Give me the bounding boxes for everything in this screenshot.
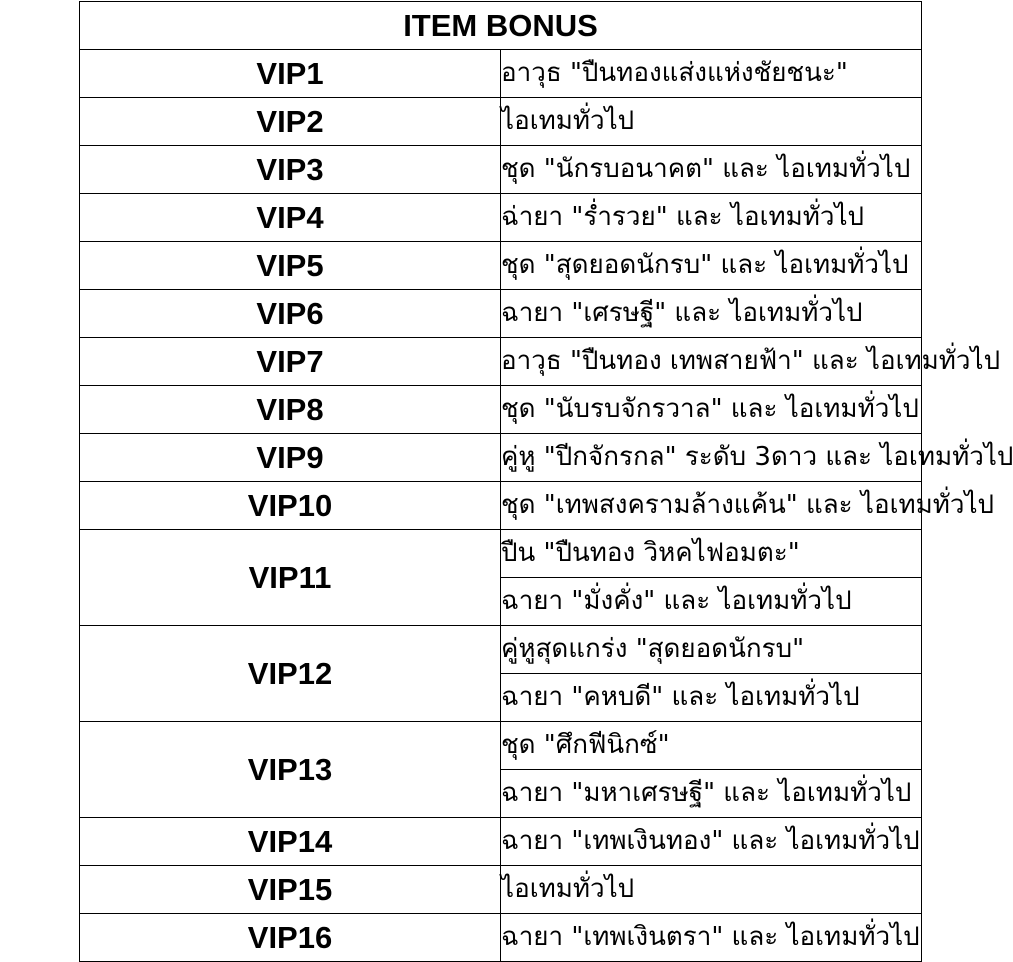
table-body [80, 50, 1013, 962]
bonus-item-cell: คู่หูสุดแกร่ง "สุดยอดนักรบ" [501, 626, 922, 674]
bonus-item-cell: ฉายา "เทพเงินตรา" และ ไอเทมทั่วไป [501, 914, 922, 962]
bonus-item-cell: ฉายา "เศรษฐี" และ ไอเทมทั่วไป [501, 290, 922, 338]
vip-level-cell: VIP1 [80, 50, 501, 98]
table-row [80, 98, 922, 146]
table-row [80, 386, 922, 434]
vip-level-cell: VIP9 [80, 434, 501, 482]
bonus-item-cell: ชุด "เทพสงครามล้างแค้น" และ ไอเทมทั่วไป [501, 482, 922, 530]
vip-level-cell: VIP5 [80, 242, 501, 290]
bonus-item-cell: ฉายา "มั่งคั่ง" และ ไอเทมทั่วไป [501, 578, 922, 626]
table-title: ITEM BONUS [80, 2, 922, 50]
bonus-item-cell: ชุด "สุดยอดนักรบ" และ ไอเทมทั่วไป [501, 242, 922, 290]
table-row [80, 434, 922, 482]
bonus-item-cell: ฉายา "มหาเศรษฐี" และ ไอเทมทั่วไป [501, 770, 922, 818]
vip-level-cell: VIP11 [80, 530, 501, 626]
table-row [80, 530, 922, 578]
vip-level-cell: VIP15 [80, 866, 501, 914]
table-row [80, 50, 922, 98]
table-row [80, 290, 922, 338]
vip-level-cell: VIP13 [80, 722, 501, 818]
table-row [80, 338, 922, 386]
vip-level-cell: VIP4 [80, 194, 501, 242]
vip-level-cell: VIP6 [80, 290, 501, 338]
bonus-item-cell: ชุด "นับรบจักรวาล" และ ไอเทมทั่วไป [501, 386, 922, 434]
vip-level-cell: VIP3 [80, 146, 501, 194]
table-row [80, 626, 922, 674]
table-row [80, 146, 922, 194]
table-row [80, 818, 922, 866]
table-row [80, 242, 922, 290]
bonus-item-cell: อาวุธ "ปืนทองแส่งแห่งชัยชนะ" [501, 50, 922, 98]
bonus-item-cell: อาวุธ "ปืนทอง เทพสายฟ้า" และ ไอเทมทั่วไป [501, 338, 922, 386]
item-bonus-table [79, 1, 1013, 962]
header-row [80, 2, 922, 50]
table-row [80, 194, 922, 242]
bonus-item-cell: คู่หู "ปีกจักรกล" ระดับ 3ดาว และ ไอเทมทั่วไป [501, 434, 922, 482]
vip-level-cell: VIP12 [80, 626, 501, 722]
table-row [80, 722, 922, 770]
table-row [80, 482, 922, 530]
vip-level-cell: VIP2 [80, 98, 501, 146]
bonus-item-cell: ฉายา "เทพเงินทอง" และ ไอเทมทั่วไป [501, 818, 922, 866]
bonus-item-cell: ไอเทมทั่วไป [501, 866, 922, 914]
table-row [80, 866, 922, 914]
bonus-item-cell: ฉายา "คหบดี" และ ไอเทมทั่วไป [501, 674, 922, 722]
vip-level-cell: VIP16 [80, 914, 501, 962]
vip-level-cell: VIP8 [80, 386, 501, 434]
bonus-item-cell: ฉ่ายา "ร่ำรวย" และ ไอเทมทั่วไป [501, 194, 922, 242]
bonus-item-cell: ไอเทมทั่วไป [501, 98, 922, 146]
bonus-item-cell: ปืน "ปืนทอง วิหคไฟอมตะ" [501, 530, 922, 578]
table-row [80, 914, 922, 962]
vip-level-cell: VIP14 [80, 818, 501, 866]
bonus-item-cell: ชุด "นักรบอนาคต" และ ไอเทมทั่วไป [501, 146, 922, 194]
vip-level-cell: VIP7 [80, 338, 501, 386]
bonus-item-cell: ชุด "ศึกฟีนิกซ์" [501, 722, 922, 770]
vip-level-cell: VIP10 [80, 482, 501, 530]
